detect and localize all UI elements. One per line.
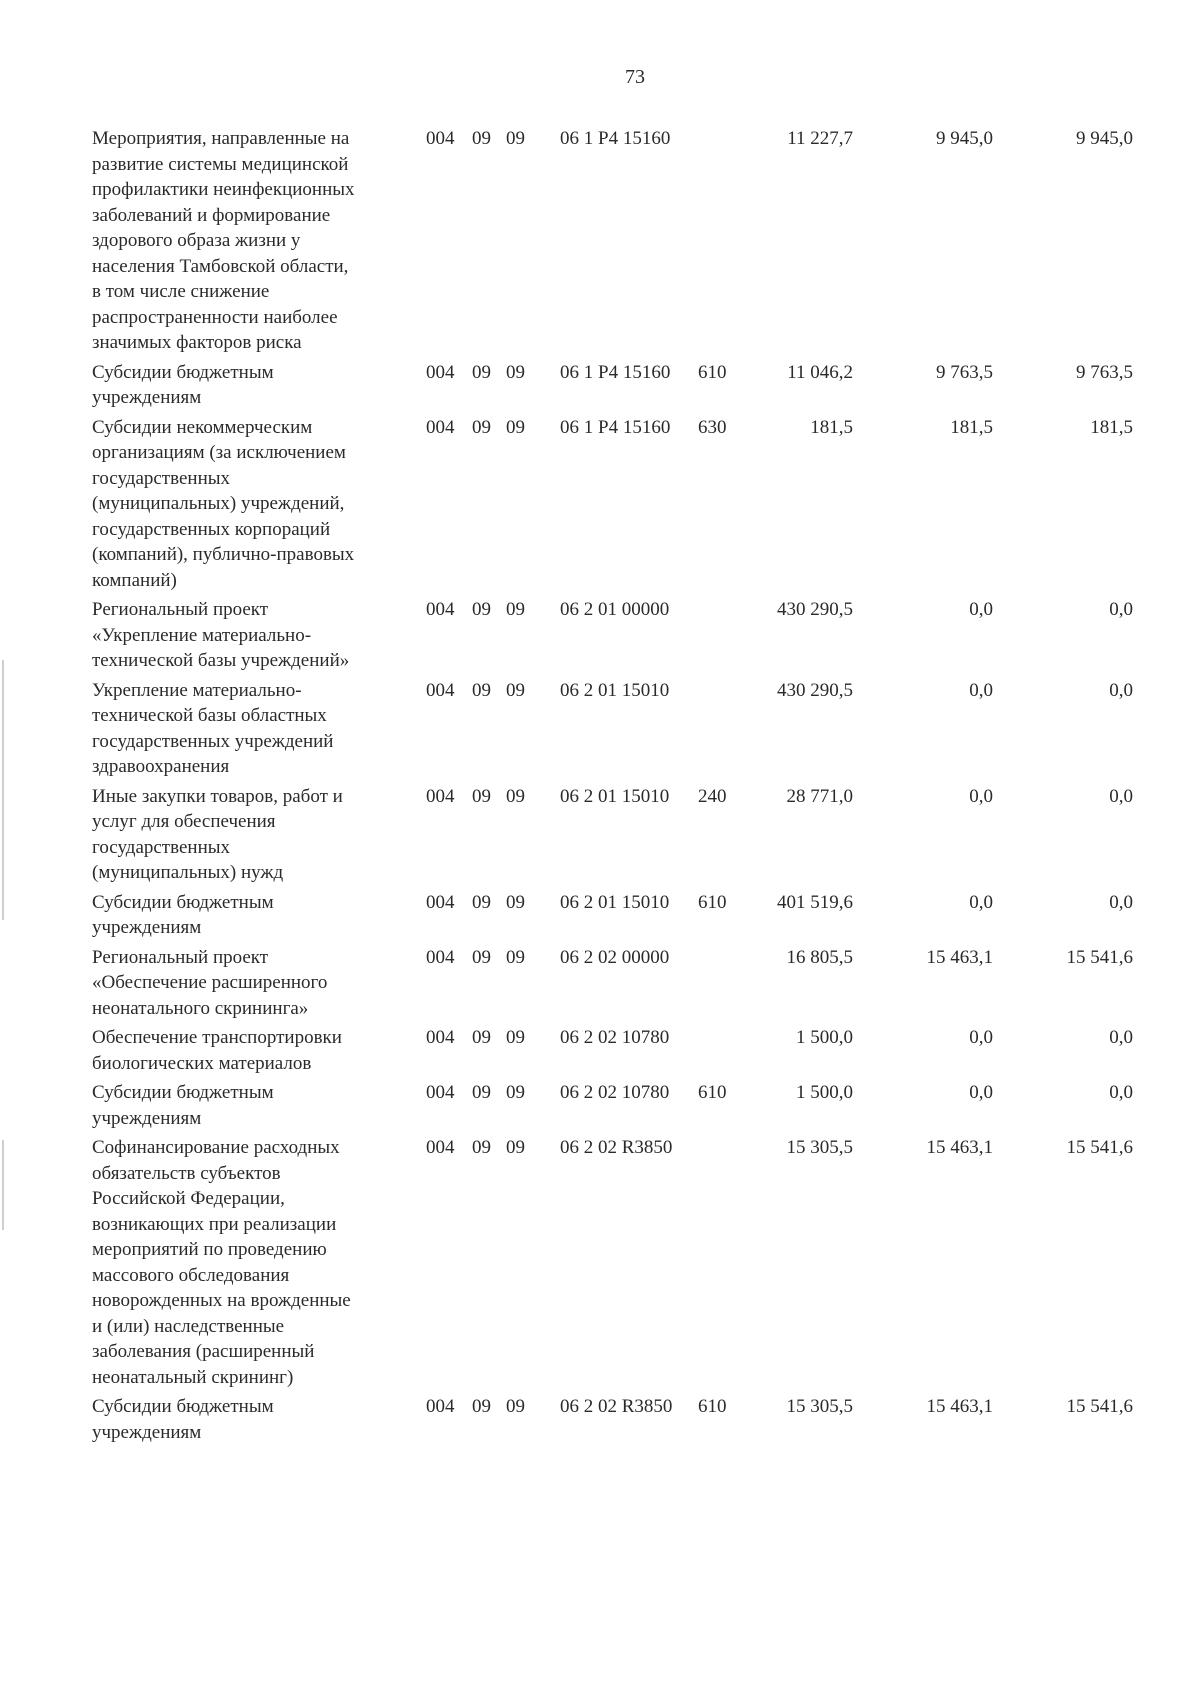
table-row	[92, 1080, 1172, 1131]
row-target-article: 06 1 Р4 15160	[560, 128, 671, 149]
row-amount-year-2: 0,0	[969, 1082, 993, 1103]
row-amount-year-3: 0,0	[1109, 891, 1133, 913]
row-department-code: 004	[426, 1137, 455, 1158]
row-department-code: 004	[426, 891, 455, 913]
row-subsection-code: 09	[506, 946, 525, 968]
row-amount-year-1: 16 805,5	[786, 946, 853, 968]
row-amount-year-1: 1 500,0	[796, 1027, 853, 1048]
row-amount-year-2: 181,5	[950, 416, 993, 438]
table-row	[92, 415, 1172, 594]
table-row	[92, 126, 1172, 356]
row-amount-year-2: 0,0	[969, 679, 993, 701]
row-target-article: 06 2 02 R3850	[560, 1396, 673, 1417]
page-number: 73	[625, 66, 645, 88]
row-amount-year-2: 0,0	[969, 785, 993, 807]
row-name: Обеспечение транспортировки биологических материалов	[92, 1027, 342, 1074]
row-subsection-code: 09	[506, 416, 525, 438]
row-target-article: 06 2 01 15010	[560, 891, 670, 913]
row-section-code: 09	[472, 128, 491, 149]
row-section-code: 09	[472, 679, 491, 701]
row-target-article: 06 1 Р4 15160	[560, 416, 671, 438]
row-department-code: 004	[426, 946, 455, 968]
row-amount-year-1: 28 771,0	[786, 785, 853, 807]
row-subsection-code: 09	[506, 1027, 525, 1048]
row-target-article: 06 2 01 15010	[560, 679, 670, 701]
row-amount-year-3: 9 763,5	[1076, 361, 1133, 383]
row-amount-year-2: 15 463,1	[926, 1137, 993, 1158]
row-amount-year-2: 0,0	[969, 1027, 993, 1048]
row-name: Региональный проект «Укрепление материально- технической базы учреждений»	[92, 599, 350, 671]
row-section-code: 09	[472, 891, 491, 913]
row-expense-type: 240	[698, 785, 727, 807]
row-target-article: 06 2 01 00000	[560, 599, 670, 620]
row-subsection-code: 09	[506, 599, 525, 620]
row-amount-year-1: 11 227,7	[787, 128, 853, 149]
row-section-code: 09	[472, 946, 491, 968]
table-row	[92, 1135, 1172, 1390]
row-amount-year-3: 15 541,6	[1066, 1396, 1133, 1417]
row-section-code: 09	[472, 1082, 491, 1103]
row-subsection-code: 09	[506, 891, 525, 913]
row-name: Субсидии бюджетным учреждениям	[92, 1396, 274, 1443]
table-row	[92, 360, 1172, 411]
row-name: Мероприятия, направленные на развитие системы медицинской профилактики неинфекционных заболеваний и формирование здорового образа жизни у населения Тамбовской области, в том числе снижение распространенности наиболее значимых факторов риска	[92, 128, 355, 353]
row-amount-year-2: 15 463,1	[926, 1396, 993, 1417]
row-expense-type: 610	[698, 1082, 727, 1103]
row-name: Укрепление материально- технической базы областных государственных учреждений здравоохранения	[92, 679, 334, 777]
table-row	[92, 678, 1172, 780]
row-section-code: 09	[472, 361, 491, 383]
table-row	[92, 1394, 1172, 1445]
row-department-code: 004	[426, 785, 455, 807]
row-department-code: 004	[426, 128, 455, 149]
row-target-article: 06 2 01 15010	[560, 785, 670, 807]
row-department-code: 004	[426, 416, 455, 438]
row-amount-year-2: 15 463,1	[926, 946, 993, 968]
row-amount-year-3: 0,0	[1109, 1027, 1133, 1048]
row-name: Региональный проект «Обеспечение расширенного неонатального скрининга»	[92, 946, 328, 1019]
row-target-article: 06 2 02 00000	[560, 946, 670, 968]
row-amount-year-3: 15 541,6	[1066, 946, 1133, 968]
row-expense-type: 610	[698, 891, 727, 913]
row-amount-year-2: 9 763,5	[936, 361, 993, 383]
row-amount-year-1: 430 290,5	[777, 599, 853, 620]
row-department-code: 004	[426, 1027, 455, 1048]
row-amount-year-2: 0,0	[969, 599, 993, 620]
row-subsection-code: 09	[506, 361, 525, 383]
row-name: Субсидии бюджетным учреждениям	[92, 361, 274, 408]
row-target-article: 06 2 02 10780	[560, 1027, 670, 1048]
row-department-code: 004	[426, 1396, 455, 1417]
row-amount-year-3: 9 945,0	[1076, 128, 1133, 149]
row-name: Субсидии бюджетным учреждениям	[92, 1082, 274, 1129]
row-subsection-code: 09	[506, 785, 525, 807]
row-name: Софинансирование расходных обязательств субъектов Российской Федерации, возникающих при реализации мероприятий по проведению массового обследования новорожденных на врожденные и (или) наследственные заболевания (расширенный неонатальный скрининг)	[92, 1137, 351, 1388]
row-subsection-code: 09	[506, 1082, 525, 1103]
table-row	[92, 597, 1172, 674]
row-amount-year-2: 9 945,0	[936, 128, 993, 149]
row-expense-type: 630	[698, 416, 727, 438]
row-department-code: 004	[426, 1082, 455, 1103]
row-department-code: 004	[426, 361, 455, 383]
row-amount-year-1: 11 046,2	[787, 361, 853, 383]
scan-artifact	[2, 1140, 4, 1230]
row-name: Иные закупки товаров, работ и услуг для обеспечения государственных (муниципальных) нужд	[92, 785, 343, 883]
row-target-article: 06 2 02 R3850	[560, 1137, 673, 1158]
row-amount-year-3: 15 541,6	[1066, 1137, 1133, 1158]
row-expense-type: 610	[698, 361, 727, 383]
row-subsection-code: 09	[506, 1137, 525, 1158]
row-amount-year-3: 0,0	[1109, 785, 1133, 807]
row-amount-year-3: 0,0	[1109, 1082, 1133, 1103]
row-name: Субсидии бюджетным учреждениям	[92, 891, 274, 938]
row-department-code: 004	[426, 679, 455, 701]
row-amount-year-2: 0,0	[969, 891, 993, 913]
row-department-code: 004	[426, 599, 455, 620]
table-row	[92, 784, 1172, 886]
budget-table	[92, 126, 1172, 1449]
row-section-code: 09	[472, 1137, 491, 1158]
row-amount-year-3: 0,0	[1109, 599, 1133, 620]
row-amount-year-1: 401 519,6	[777, 891, 853, 913]
row-amount-year-1: 15 305,5	[786, 1396, 853, 1417]
row-subsection-code: 09	[506, 1396, 525, 1417]
row-target-article: 06 1 Р4 15160	[560, 361, 671, 383]
table-row	[92, 890, 1172, 941]
row-expense-type: 610	[698, 1396, 727, 1417]
table-row	[92, 945, 1172, 1022]
row-section-code: 09	[472, 416, 491, 438]
row-target-article: 06 2 02 10780	[560, 1082, 670, 1103]
row-amount-year-1: 15 305,5	[786, 1137, 853, 1158]
row-name: Субсидии некоммерческим организациям (за исключением государственных (муниципальных) учреждений, государственных корпораций (компаний), публично-правовых компаний)	[92, 416, 355, 591]
row-section-code: 09	[472, 1396, 491, 1417]
row-amount-year-3: 0,0	[1109, 679, 1133, 701]
row-subsection-code: 09	[506, 128, 525, 149]
row-amount-year-1: 1 500,0	[796, 1082, 853, 1103]
scan-artifact	[2, 660, 4, 920]
table-row	[92, 1025, 1172, 1076]
row-amount-year-1: 430 290,5	[777, 679, 853, 701]
row-section-code: 09	[472, 1027, 491, 1048]
row-section-code: 09	[472, 785, 491, 807]
row-amount-year-3: 181,5	[1090, 416, 1133, 438]
row-subsection-code: 09	[506, 679, 525, 701]
row-section-code: 09	[472, 599, 491, 620]
row-amount-year-1: 181,5	[810, 416, 853, 438]
